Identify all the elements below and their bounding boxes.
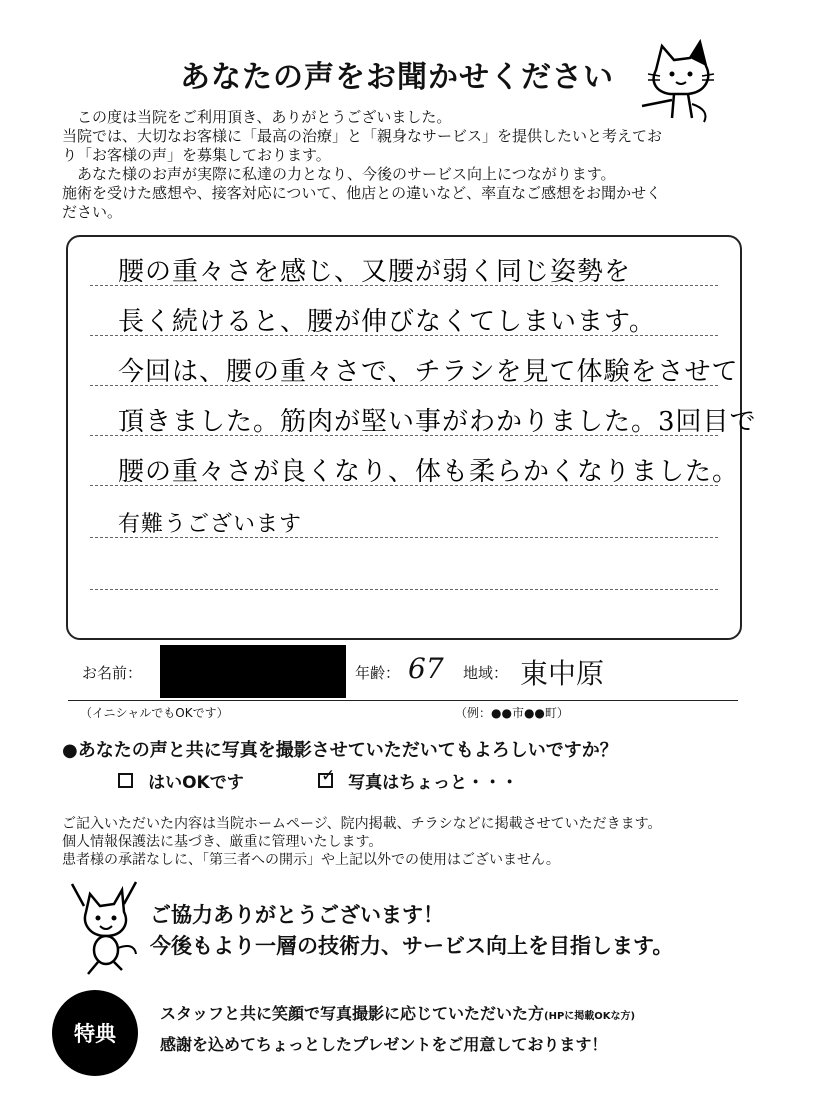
region-value: 東中原 [520, 657, 605, 690]
page-title: あなたの声をお聞かせください [180, 60, 614, 95]
bonus-text [160, 1000, 635, 1059]
thanks-line-2: 今後もより一層の技術力、サービス向上を目指します。 [150, 934, 674, 958]
note-line: 患者様の承諾なしに、「第三者への開示」や上記以外での使用はございません。 [62, 852, 560, 868]
testimonial-box [66, 235, 757, 640]
intro-line: 当院では、大切なお客様に「最高の治療」と「親身なサービス」を提供したいと考えてお [62, 127, 663, 145]
intro-line: あなた様のお声が実際に私達の力となり、今後のサービス向上につながります。 [62, 165, 616, 183]
checkbox-no[interactable] [318, 766, 336, 788]
name-note: （イニシャルでもOKです） [80, 706, 229, 720]
bonus-line-1-note: (HPに掲載OKな方) [544, 1011, 636, 1022]
check-mark-icon: ✓ [321, 766, 336, 786]
intro-line: この度は当院をご利用頂き、ありがとうございました。 [62, 108, 452, 126]
photo-question: ●あなたの声と共に写真を撮影させていただいてもよろしいですか？ [62, 740, 618, 761]
option-yes-label: はいOKです [148, 773, 244, 793]
handwritten-line: 腰の重々さを感じ、又腰が弱く同じ姿勢を [118, 257, 632, 287]
ruled-line [90, 589, 718, 590]
form-divider [68, 700, 738, 701]
intro-text [62, 108, 752, 222]
intro-line: 施術を受けた感想や、接客対応について、他店との違いなど、率直なご感想をお聞かせく [62, 184, 662, 202]
thanks-message [150, 900, 673, 962]
intro-line: ださい。 [62, 203, 123, 221]
privacy-notes [62, 815, 661, 869]
handwritten-line: 今回は、腰の重々さで、チラシを見て体験をさせて [118, 357, 739, 387]
handwritten-line: 頂きました。筋肉が堅い事がわかりました。3回目で [118, 407, 757, 437]
handwritten-line: 有難うございます [118, 512, 303, 537]
age-label: 年齢： [355, 664, 401, 682]
handwritten-line: 腰の重々さが良くなり、体も柔らかくなりました。 [118, 457, 740, 487]
name-redaction [160, 645, 346, 698]
name-label: お名前： [82, 664, 143, 682]
checkbox-yes[interactable] [118, 773, 133, 788]
bonus-line-1: スタッフと共に笑顔で写真撮影に応じていただいた方 [160, 1004, 545, 1023]
region-example: （例：●●市●●町） [455, 706, 569, 720]
bonus-badge: 特典 [52, 990, 138, 1076]
dancing-cat-icon [62, 878, 146, 978]
age-value: 67 [408, 652, 444, 685]
handwritten-line: 長く続けると、腰が伸びなくてしまいます。 [118, 307, 656, 337]
thanks-line-1: ご協力ありがとうございます！ [150, 903, 444, 927]
option-no-label: 写真はちょっと・・・ [348, 773, 519, 793]
note-line: ご記入いただいた内容は当院ホームページ、院内掲載、チラシなどに掲載させていただきます。 [62, 816, 662, 832]
intro-line: り「お客様の声」を募集しております。 [62, 146, 331, 164]
option-no[interactable] [318, 768, 518, 793]
bonus-line-2: 感謝を込めてちょっとしたプレゼントをご用意しております！ [160, 1035, 608, 1054]
note-line: 個人情報保護法に基づき、厳重に管理いたします。 [62, 834, 383, 850]
option-yes[interactable] [118, 768, 244, 793]
region-label: 地域： [463, 664, 509, 682]
